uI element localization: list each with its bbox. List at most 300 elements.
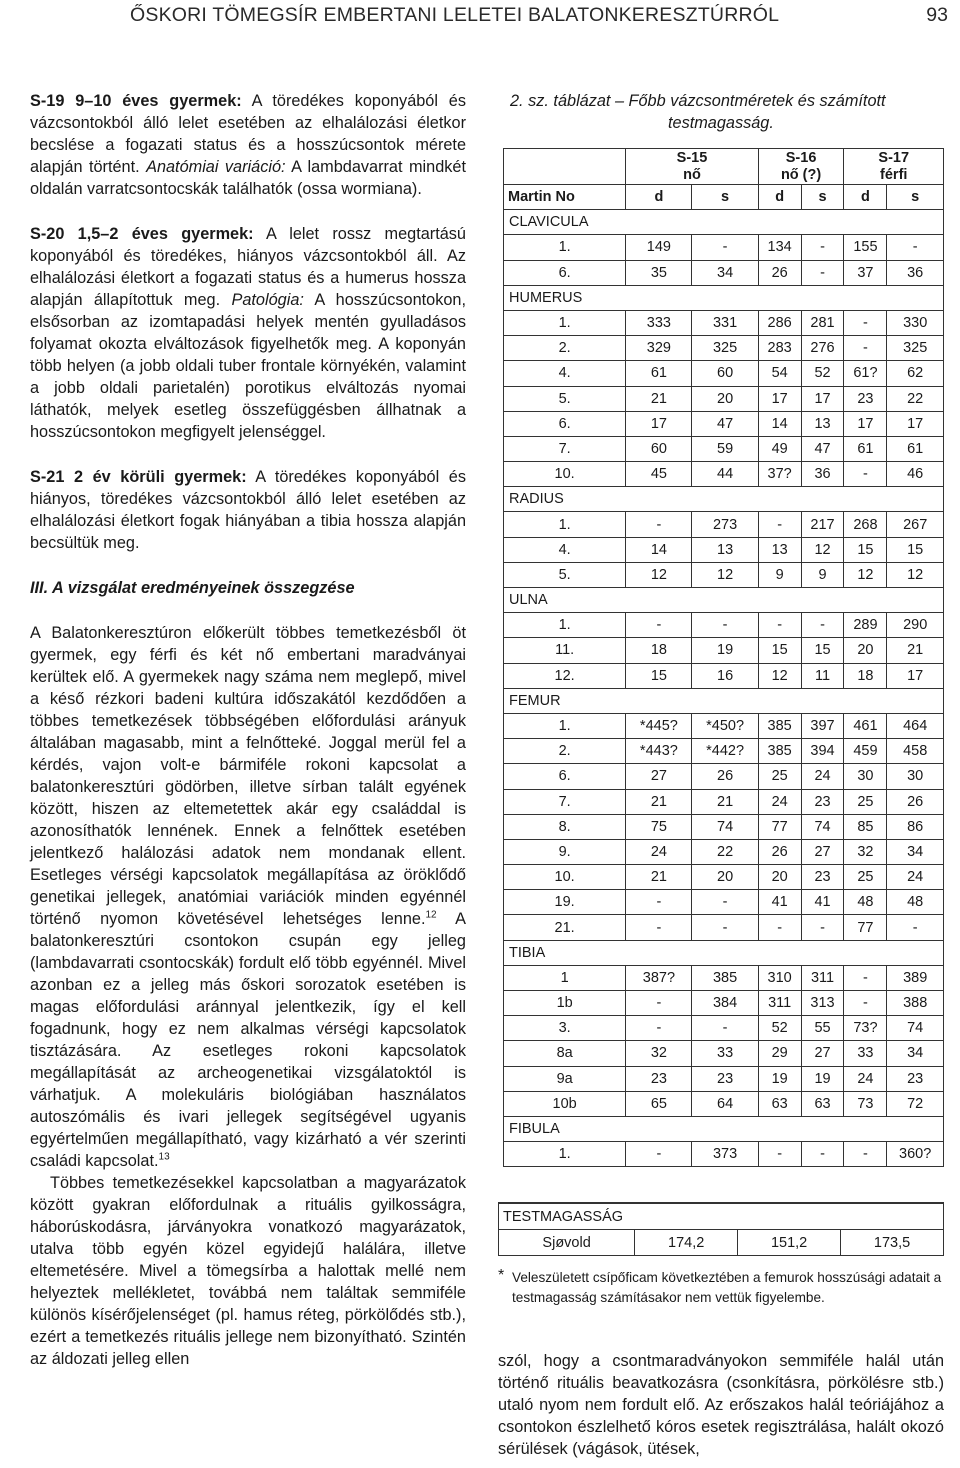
measurement-cell: 331 [692, 310, 758, 335]
skeleton-header [626, 149, 758, 185]
bone-section-row [504, 688, 944, 713]
measurement-cell: 20 [758, 865, 801, 890]
measurement-cell: 21 [626, 789, 692, 814]
measurement-cell: 34 [887, 839, 944, 864]
measurement-cell: 17 [801, 386, 844, 411]
s20-paragraph [30, 223, 466, 443]
measurement-cell: 63 [758, 1091, 801, 1116]
measurement-cell: 12 [801, 537, 844, 562]
measurement-cell: - [758, 613, 801, 638]
measurement-cell: 9 [801, 562, 844, 587]
martin-number: 8. [504, 814, 626, 839]
measurement-cell: - [887, 915, 944, 940]
martin-number: 9a [504, 1066, 626, 1091]
s19-paragraph [30, 90, 466, 200]
measurement-cell: - [801, 1142, 844, 1167]
measurement-cell: 384 [692, 991, 758, 1016]
martin-number: 11. [504, 638, 626, 663]
measurement-cell: 23 [887, 1066, 944, 1091]
measurement-cell: 21 [626, 865, 692, 890]
table-row [504, 915, 944, 940]
measurement-cell: 385 [758, 739, 801, 764]
skeleton-sex: nő (?) [780, 166, 822, 183]
measurement-cell: 74 [801, 814, 844, 839]
footnote-text: Veleszületett csípőficam következtében a femurok hosszúsági adatait a testmagasság számításakor nem vettük figyelembe. [512, 1270, 942, 1305]
measurement-cell: 64 [692, 1091, 758, 1116]
measurement-cell: 45 [626, 462, 692, 487]
s21-text: A töredékes koponyából és hiányos, töredékes vázcsontokból álló lelet esetében az elhalálozási életkort fogak hiányában a tibia hossza alapján becsültük meg. [30, 468, 466, 552]
measurement-cell: 14 [758, 411, 801, 436]
skeleton-sex: nő [683, 166, 701, 183]
measurement-cell: 394 [801, 739, 844, 764]
measurement-cell: - [844, 1142, 887, 1167]
measurement-cell: 23 [801, 789, 844, 814]
measurement-cell: 22 [692, 839, 758, 864]
bone-name: RADIUS [504, 487, 944, 512]
s20-text: A lelet rossz megtartású koponyából és töredékes, hiányos vázcsontokból áll. Az elhalálozási életkort a fogazati status és a humerus hossza alapján állapítottuk meg. [30, 225, 466, 309]
measurement-cell: 77 [844, 915, 887, 940]
table-row [504, 361, 944, 386]
table-row [504, 739, 944, 764]
measurement-cell: 74 [887, 1016, 944, 1041]
table-row [504, 764, 944, 789]
martin-number: 1. [504, 310, 626, 335]
measurement-cell: - [844, 462, 887, 487]
measurement-cell: 388 [887, 991, 944, 1016]
martin-number: 12. [504, 663, 626, 688]
measurement-cell: 55 [801, 1016, 844, 1041]
measurement-cell: - [844, 991, 887, 1016]
measurement-cell: 75 [626, 814, 692, 839]
martin-number: 10. [504, 865, 626, 890]
bone-section-row [504, 588, 944, 613]
measurement-cell: 155 [844, 235, 887, 260]
running-title: ŐSKORI TÖMEGSÍR EMBERTANI LELETEI BALATONKERESZTÚRRÓL [130, 4, 780, 26]
measurement-cell: 12 [626, 562, 692, 587]
measurement-cell: 461 [844, 713, 887, 738]
measurement-cell: 35 [626, 260, 692, 285]
bone-section-row [504, 487, 944, 512]
table-row [504, 613, 944, 638]
skeleton-sex: férfi [880, 166, 908, 183]
side-label: s [801, 185, 844, 210]
measurement-cell: 149 [626, 235, 692, 260]
measurement-cell: 37 [844, 260, 887, 285]
measurement-cell: - [844, 310, 887, 335]
measurement-cell: 290 [887, 613, 944, 638]
measurement-cell: 86 [887, 814, 944, 839]
side-label: d [758, 185, 801, 210]
table-row [504, 663, 944, 688]
measurement-cell: 25 [844, 865, 887, 890]
table-row [504, 991, 944, 1016]
measurement-cell: - [692, 235, 758, 260]
table-row [504, 436, 944, 461]
measurement-cell: 62 [887, 361, 944, 386]
martin-number: 5. [504, 562, 626, 587]
measurement-cell: 17 [844, 411, 887, 436]
measurement-cell: 20 [692, 865, 758, 890]
measurement-cell: 63 [801, 1091, 844, 1116]
page-header [130, 4, 948, 28]
measurement-cell: 14 [626, 537, 692, 562]
martin-number: 21. [504, 915, 626, 940]
measurement-cell: *445? [626, 713, 692, 738]
measurement-cell: 59 [692, 436, 758, 461]
bone-section-row [504, 940, 944, 965]
measurement-cell: - [758, 512, 801, 537]
measurement-cell: 12 [844, 562, 887, 587]
side-label: s [887, 185, 944, 210]
measurement-cell: 313 [801, 991, 844, 1016]
measurement-cell: 25 [844, 789, 887, 814]
martin-number: 10. [504, 462, 626, 487]
measurement-cell: 47 [801, 436, 844, 461]
measurement-cell: - [801, 260, 844, 285]
measurement-cell: 27 [626, 764, 692, 789]
measurement-cell: - [626, 613, 692, 638]
measurement-cell: 19 [758, 1066, 801, 1091]
measurement-cell: 385 [758, 713, 801, 738]
table-row [504, 713, 944, 738]
skeleton-code: S-16 [785, 149, 817, 166]
stature-s16: 151,2 [738, 1230, 841, 1256]
martin-number: 1. [504, 512, 626, 537]
measurement-cell: 17 [887, 411, 944, 436]
measurement-cell: 9 [758, 562, 801, 587]
measurement-cell: 387? [626, 965, 692, 990]
left-column [30, 90, 466, 1370]
measurement-cell: 74 [692, 814, 758, 839]
martin-number: 6. [504, 260, 626, 285]
s20-heading: S-20 1,5–2 éves gyermek: [30, 225, 254, 243]
measurement-cell: 281 [801, 310, 844, 335]
measurement-cell: 73? [844, 1016, 887, 1041]
measurement-cell: 24 [887, 865, 944, 890]
measurement-cell: 12 [692, 562, 758, 587]
measurement-cell: - [626, 1016, 692, 1041]
summary-text-b: A balatonkeresztúri csontokon csupán egy jelleg (lambdavarrati csontocskák) fordult elő több egyénnél. Mivel azonban ez a jelleg más őskori sorozatok esetében is magas előfordulási aránnyal jelentkezik, így el kell fogadnunk, hogy ez nem alkalmas vérségi kapcsolatok tisztázására. Az esetleges rokoni kapcsolatok megállapítását az archeogenetikai vizsgálatoktól is várhatjuk. A molekuláris biológiában használatos autoszómális és ivari jellegek segítségével ugyanis egyértelműen megállapítható, vagy kizárható a vér szerinti családi kapcsolat. [30, 910, 466, 1170]
table-row [504, 1091, 944, 1116]
measurement-cell: 61 [626, 361, 692, 386]
measurement-cell: 464 [887, 713, 944, 738]
s19-heading: S-19 9–10 éves gyermek: [30, 92, 242, 110]
table-caption-line-1: 2. sz. táblázat – Főbb vázcsontméretek és számított [510, 92, 886, 110]
measurement-cell: 61 [887, 436, 944, 461]
martin-number: 7. [504, 789, 626, 814]
measurement-cell: 373 [692, 1142, 758, 1167]
side-label: d [626, 185, 692, 210]
measurement-cell: - [844, 965, 887, 990]
measurement-cell: 32 [626, 1041, 692, 1066]
measurement-cell: 18 [844, 663, 887, 688]
measurement-cell: 33 [844, 1041, 887, 1066]
martin-number: 2. [504, 336, 626, 361]
table-row [504, 814, 944, 839]
martin-number: 1. [504, 1142, 626, 1167]
measurement-cell: 459 [844, 739, 887, 764]
measurement-cell: 24 [801, 764, 844, 789]
martin-number: 1b [504, 991, 626, 1016]
bone-name: FIBULA [504, 1116, 944, 1141]
measurement-cell: 15 [801, 638, 844, 663]
table-row [504, 386, 944, 411]
martin-number: 2. [504, 739, 626, 764]
table-row [504, 462, 944, 487]
table-row [504, 965, 944, 990]
measurement-cell: 85 [844, 814, 887, 839]
measurement-cell: *443? [626, 739, 692, 764]
measurement-cell: 12 [887, 562, 944, 587]
measurement-cell: 27 [801, 839, 844, 864]
table-row [504, 310, 944, 335]
measurement-cell: 23 [692, 1066, 758, 1091]
martin-number: 1. [504, 613, 626, 638]
bone-section-row [504, 210, 944, 235]
measurement-cell: 310 [758, 965, 801, 990]
table-caption [510, 90, 950, 134]
measurement-cell: 24 [844, 1066, 887, 1091]
measurement-cell: 48 [844, 890, 887, 915]
measurement-cell: 397 [801, 713, 844, 738]
skeleton-code: S-15 [676, 149, 708, 166]
measurement-cell: 325 [692, 336, 758, 361]
continuation-paragraph: szól, hogy a csontmaradványokon semmiféle halál után történő rituális beavatkozásra (csonkításra, pörkölésre stb.) utaló nyom nem fordult elő. Az erőszakos halál teóriájához a csontokon észlelhető kóros esetek regisztrálása, halált okozó sérülések (vágások, ütések, [498, 1352, 944, 1458]
measurement-cell: 15 [887, 537, 944, 562]
measurement-cell: 34 [692, 260, 758, 285]
measurement-cell: 47 [692, 411, 758, 436]
measurement-cell: 30 [844, 764, 887, 789]
measurement-cell: 19 [692, 638, 758, 663]
stature-s15: 174,2 [635, 1230, 738, 1256]
measurement-cell: - [801, 915, 844, 940]
skeleton-header [844, 149, 944, 185]
bone-name: FEMUR [504, 688, 944, 713]
measurement-cell: 41 [758, 890, 801, 915]
measurement-cell: 24 [626, 839, 692, 864]
martin-number: 19. [504, 890, 626, 915]
measurement-cell: 385 [692, 965, 758, 990]
table-row [504, 789, 944, 814]
measurement-cell: 34 [887, 1041, 944, 1066]
measurement-cell: 21 [692, 789, 758, 814]
measurement-cell: 13 [758, 537, 801, 562]
measurement-cell: 286 [758, 310, 801, 335]
measurement-cell: - [801, 613, 844, 638]
side-label: d [844, 185, 887, 210]
measurement-cell: 36 [801, 462, 844, 487]
footnote-ref-13: 13 [158, 1151, 170, 1163]
measurement-cell: - [692, 1016, 758, 1041]
measurement-cell: 134 [758, 235, 801, 260]
measurement-cell: 22 [887, 386, 944, 411]
measurement-cell: 458 [887, 739, 944, 764]
s19-italic: Anatómiai variáció: [146, 158, 286, 176]
table-row [504, 839, 944, 864]
measurement-cell: 17 [626, 411, 692, 436]
table-caption-line-2: testmagasság. [668, 114, 774, 132]
measurement-cell: 15 [758, 638, 801, 663]
measurement-cell: 20 [692, 386, 758, 411]
table-row [504, 411, 944, 436]
measurement-cell: - [887, 235, 944, 260]
measurement-cell: 268 [844, 512, 887, 537]
measurement-cell: 61 [844, 436, 887, 461]
martin-number: 1 [504, 965, 626, 990]
measurement-cell: 26 [887, 789, 944, 814]
footnote-ref-12: 12 [425, 909, 437, 921]
table-row [504, 336, 944, 361]
table-row [504, 1041, 944, 1066]
footnote-star: * [498, 1267, 505, 1284]
measurement-cell: 41 [801, 890, 844, 915]
measurement-cell: - [626, 890, 692, 915]
measurement-cell: 17 [887, 663, 944, 688]
side-label: s [692, 185, 758, 210]
measurement-cell: 20 [844, 638, 887, 663]
s20-text-2: A hosszúcsontokon, elsősorban az izomtapadási helyek mentén gyulladásos folyamat okozta elváltozások figyelhetők meg. A koponyán több helyen (a jobb oldali tuber frontale környékén, valamint a jobb oldali parietalén) porotikus elváltozás nyomai láthatók, melyek esetleg összefüggésben állhatnak a hosszúcsontokon megfigyelt jelenséggel. [30, 291, 466, 441]
measurement-cell: 49 [758, 436, 801, 461]
measurement-cell: 27 [801, 1041, 844, 1066]
measurement-cell: 13 [801, 411, 844, 436]
measurement-cell: 15 [626, 663, 692, 688]
table-row [504, 512, 944, 537]
measurement-cell: 16 [692, 663, 758, 688]
measurement-cell: 65 [626, 1091, 692, 1116]
summary-paragraph-2: Többes temetkezésekkel kapcsolatban a magyarázatok között gyakran előfordulnak a rituális gyilkosságra, háborúskodásra, járványokra vonatkozó magyarázatok, utalva több egyén közel egyidejű halálára, illetve eltemetésére. Mivel a tömegsírba a halottak mellé nem helyeztek mellékletet, továbbá nem találtak semmiféle különös kísérőjelenséget (pl. hamus réteg, pörkölődés stb.), ezért a temetkezés rituális jellege nem bizonyítható. Szintén az áldozati jelleg ellen [30, 1174, 466, 1368]
measurement-cell: 21 [887, 638, 944, 663]
summary-text-a: A Balatonkeresztúron előkerült többes temetkezésből öt gyermek, egy férfi és két nő embertani maradványai kerültek elő. A gyermekek nagy száma nem meglepő, mivel a késő rézkori badeni kultúra időszakától kezdődően a többes temetkezések többségében előfordulási arányuk általában magasabb, mint a felnőtteké. Joggal merül fel a kérdés, vajon volt-e bármiféle rokoni kapcsolat a balatonkeresztúri gödörben, illetve sírban talált egyének között, hiszen az eltemetettek akár egy családdal is azonosíthatók lennének. Ennek a felnőttek esetében jelentkező halálozási adatok nem mondanak ellent. Esetleges vérségi kapcsolatok megállapítása az öröklődő genetikai jellegek, anatómiai variációk minden egyénnél történő nyomon követésével lehetséges lenne. [30, 624, 466, 928]
bone-name: HUMERUS [504, 285, 944, 310]
martin-number: 3. [504, 1016, 626, 1041]
measurement-cell: 32 [844, 839, 887, 864]
measurement-cell: 283 [758, 336, 801, 361]
measurement-cell: 17 [758, 386, 801, 411]
bone-section-row [504, 1116, 944, 1141]
martin-number: 4. [504, 361, 626, 386]
measurement-cell: 48 [887, 890, 944, 915]
measurement-cell: 72 [887, 1091, 944, 1116]
measurement-cell: 46 [887, 462, 944, 487]
martin-number: 4. [504, 537, 626, 562]
measurement-cell: 26 [692, 764, 758, 789]
section-heading: III. A vizsgálat eredményeinek összegzése [30, 579, 355, 597]
measurement-cell: - [626, 991, 692, 1016]
right-column-text [498, 1350, 944, 1460]
measurement-cell: 11 [801, 663, 844, 688]
measurement-cell: - [692, 915, 758, 940]
stature-method: Sjøvold [499, 1230, 635, 1256]
measurement-cell: 12 [758, 663, 801, 688]
summary-paragraph-1 [30, 622, 466, 1172]
measurement-cell: 15 [844, 537, 887, 562]
measurement-cell: 267 [887, 512, 944, 537]
measurement-cell: 19 [801, 1066, 844, 1091]
bone-name: CLAVICULA [504, 210, 944, 235]
measurement-table [503, 148, 944, 1167]
martin-row [504, 185, 944, 210]
martin-number: 1. [504, 713, 626, 738]
page-number: 93 [926, 4, 948, 26]
measurement-cell: 333 [626, 310, 692, 335]
measurement-cell: 60 [626, 436, 692, 461]
measurement-cell: 311 [801, 965, 844, 990]
table-row [504, 260, 944, 285]
measurement-cell: 13 [692, 537, 758, 562]
measurement-cell: 61? [844, 361, 887, 386]
measurement-cell: 23 [626, 1066, 692, 1091]
table-row [504, 890, 944, 915]
measurement-cell: 389 [887, 965, 944, 990]
stature-table [498, 1202, 944, 1256]
s21-heading: S-21 2 év körüli gyermek: [30, 468, 247, 486]
measurement-cell: 311 [758, 991, 801, 1016]
martin-number: 7. [504, 436, 626, 461]
stature-s17: 173,5 [841, 1230, 944, 1256]
measurement-cell: 23 [801, 865, 844, 890]
martin-number: 10b [504, 1091, 626, 1116]
measurement-cell: - [626, 512, 692, 537]
measurement-cell: 276 [801, 336, 844, 361]
measurement-cell: 44 [692, 462, 758, 487]
bone-name: TIBIA [504, 940, 944, 965]
s19-text: A töredékes koponyából és vázcsontokból álló lelet esetében az elhalálozási életkor becslése a fogazati status és a hosszúcsontok mérete alapján történt. [30, 92, 466, 176]
bone-name: ULNA [504, 588, 944, 613]
measurement-cell: - [758, 1142, 801, 1167]
measurement-cell: 29 [758, 1041, 801, 1066]
table-row [504, 562, 944, 587]
measurement-cell: *450? [692, 713, 758, 738]
table-row [504, 865, 944, 890]
measurement-cell: 73 [844, 1091, 887, 1116]
measurement-cell: 23 [844, 386, 887, 411]
measurement-cell: 21 [626, 386, 692, 411]
s20-italic: Patológia: [231, 291, 304, 309]
measurement-cell: 329 [626, 336, 692, 361]
table-header-row [504, 149, 944, 185]
measurement-cell: 24 [758, 789, 801, 814]
measurement-cell: 30 [887, 764, 944, 789]
martin-number: 5. [504, 386, 626, 411]
table-row [504, 1066, 944, 1091]
s19-text-2: A lambdavarrat mindkét oldalán varratcsontocskák találhatók (ossa wormiana). [30, 158, 466, 198]
measurement-cell: - [844, 336, 887, 361]
measurement-cell: 36 [887, 260, 944, 285]
measurement-cell: 52 [801, 361, 844, 386]
measurement-cell: *442? [692, 739, 758, 764]
table-footnote [498, 1268, 944, 1308]
measurement-cell: - [692, 613, 758, 638]
martin-number: 8a [504, 1041, 626, 1066]
table-row [504, 537, 944, 562]
measurement-cell: 25 [758, 764, 801, 789]
measurement-cell: 77 [758, 814, 801, 839]
measurement-cell: - [758, 915, 801, 940]
measurement-cell: 26 [758, 260, 801, 285]
martin-number: 1. [504, 235, 626, 260]
measurement-cell: 289 [844, 613, 887, 638]
martin-label: Martin No [504, 185, 626, 210]
stature-label: TESTMAGASSÁG [499, 1203, 944, 1230]
table-row [504, 638, 944, 663]
measurement-cell: - [692, 890, 758, 915]
measurement-cell: 360? [887, 1142, 944, 1167]
martin-number: 6. [504, 764, 626, 789]
measurement-cell: 217 [801, 512, 844, 537]
skeleton-header [758, 149, 844, 185]
header-blank [504, 149, 626, 185]
bone-section-row [504, 285, 944, 310]
